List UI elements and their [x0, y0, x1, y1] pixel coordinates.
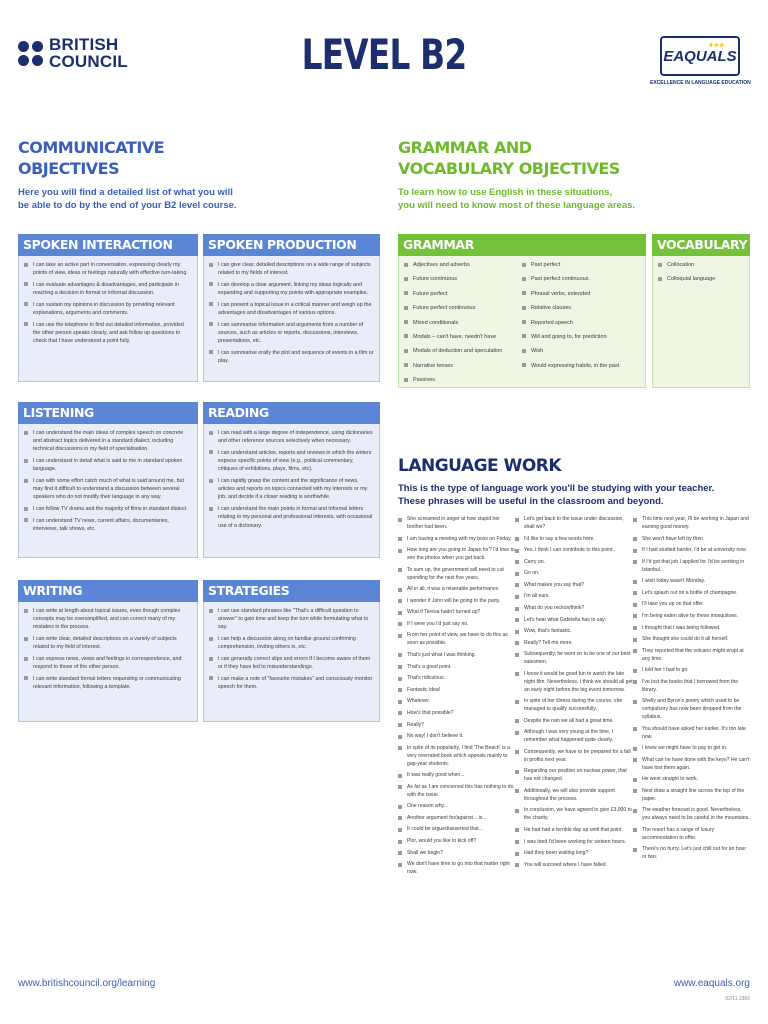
list-item: I can express news, views and feelings in correspondence, and respond to those of the other person. — [24, 655, 192, 671]
list-item: I can generally correct slips and errors if I become aware of them or if they have led to misunderstandings. — [209, 655, 374, 671]
grammar-title: GRAMMAR — [398, 234, 646, 256]
strategies-body — [203, 602, 380, 722]
list-item: Mixed conditionals — [404, 319, 522, 327]
phrase-item: I know it would be good fun to watch the late night film. Nevertheless, I think we should all get an early night before the big event tomorrow. — [515, 671, 633, 695]
phrase-item: Really? — [398, 722, 516, 730]
list-item: I can evaluate advantages & disadvantages, and participate in reaching a decision in formal or informal discussion. — [24, 281, 192, 297]
phrase-item: Let's splash out on a bottle of champagne. — [633, 590, 751, 598]
phrase-item: In spite of her illness during the course, she managed to qualify successfully. — [515, 698, 633, 714]
list-item: Future perfect continuous — [404, 304, 522, 312]
bc-dots-icon — [18, 41, 43, 66]
phrase-item: Next draw a straight line across the top of the paper. — [633, 788, 751, 804]
reading-box — [203, 402, 380, 558]
writing-list — [24, 607, 192, 691]
communicative-sub-line1: Here you will find a detailed list of what you will — [18, 187, 233, 198]
phrase-item: He went straight to work. — [633, 776, 751, 784]
eaquals-logo-mark — [660, 36, 740, 76]
grammar-vocab-heading — [398, 137, 620, 179]
phrase-item: Let's get back to the issue under discussion, shall we? — [515, 516, 633, 532]
phrase-item: As far as I am concerned this has nothing to do with the issue. — [398, 784, 516, 800]
grammar-vocab-sub-line1: To learn how to use English in these situations, — [398, 187, 613, 198]
writing-box — [18, 580, 198, 722]
phrase-item: I was tired I'd been working for sixteen hours. — [515, 839, 633, 847]
phrase-item: I knew we might have to pay to get in. — [633, 745, 751, 753]
list-item: I can give clear, detailed descriptions on a wide range of subjects related to my fields of interest. — [209, 261, 374, 277]
phrase-item: Shall we begin? — [398, 850, 516, 858]
list-item: I can understand the main points in formal and informal letters relating to my personal and professional interests, with occasional use of a dictionary. — [209, 505, 374, 530]
spoken-interaction-title: SPOKEN INTERACTION — [18, 234, 198, 256]
vocabulary-box — [652, 234, 750, 388]
writing-body — [18, 602, 198, 722]
phrase-item: To sum up, the government will need to cut spending for the next five years. — [398, 567, 516, 583]
phrase-item: I'd like to say a few words here. — [515, 536, 633, 544]
list-item: I can understand the main ideas of complex speech on concrete and abstract topics delivered in a standard dialect, including technical discussions in my field of specialisation. — [24, 429, 192, 454]
strategies-box — [203, 580, 380, 722]
phrase-item: This time next year, I'll be working in Japan and earning good money. — [633, 516, 751, 532]
phrase-item: I'm being eaten alive by these mosquitoes. — [633, 613, 751, 621]
document-code: 02/11 2366 — [725, 996, 750, 1002]
language-work-col1 — [398, 516, 516, 881]
language-work-list-col3 — [633, 516, 751, 862]
phrase-item: I'm all ears. — [515, 593, 633, 601]
phrase-item: How's that possible? — [398, 710, 516, 718]
phrase-item: Consequently, we have to be prepared for a fall in profits next year. — [515, 749, 633, 765]
phrase-item: The resort has a range of luxury accommodation to offer. — [633, 827, 751, 843]
writing-title: WRITING — [18, 580, 198, 602]
phrase-item: He had had a terrible day up until that point. — [515, 827, 633, 835]
list-item: Modals of deduction and speculation — [404, 347, 522, 355]
phrase-item: It could be argued/asserted that... — [398, 826, 516, 834]
phrase-item: If I had studied harder, I'd be at university now. — [633, 547, 751, 555]
vocabulary-title: VOCABULARY — [652, 234, 750, 256]
list-item: Relative clauses — [522, 304, 640, 312]
communicative-heading — [18, 137, 164, 179]
phrase-item: I'll take you up on that offer. — [633, 601, 751, 609]
phrase-item: I've lost the books that I borrowed from the library. — [633, 679, 751, 695]
list-item: I can take an active part in conversation, expressing clearly my points of view, ideas or feelings naturally with effective turn-taking. — [24, 261, 192, 277]
phrase-item: Although I was very young at the time, I remember what happened quite clearly. — [515, 729, 633, 745]
grammar-vocab-sub-line2: you will need to know most of these language areas. — [398, 200, 636, 211]
grammar-list-col2 — [522, 261, 640, 383]
language-work-list-col2 — [515, 516, 633, 870]
phrase-item: What makes you say that? — [515, 582, 633, 590]
list-item: Past perfect continuous — [522, 275, 640, 283]
language-work-col2 — [515, 516, 633, 873]
phrase-item: I am having a meeting with my boss on Friday. — [398, 536, 516, 544]
phrase-item: If I were you I'd just say no. — [398, 621, 516, 629]
spoken-production-box — [203, 234, 380, 382]
eaquals-link[interactable]: www.eaquals.org — [673, 978, 750, 989]
vocabulary-list — [658, 261, 744, 284]
language-work-sub-line2: These phrases will be useful in the classroom and beyond. — [398, 496, 664, 507]
list-item: Future continuous — [404, 275, 522, 283]
strategies-list — [209, 607, 374, 691]
grammar-body — [398, 256, 646, 388]
phrase-item: In spite of its popularity, I find 'The Beach' is a very overrated book which appeals mainly to gap-year students. — [398, 745, 516, 769]
phrase-item: She won't have left by then. — [633, 536, 751, 544]
phrase-item: One reason why... — [398, 803, 516, 811]
bc-logo-line1: BRITISH — [49, 35, 119, 54]
phrase-item: You should have asked her earlier. It's too late now. — [633, 726, 751, 742]
reading-body — [203, 424, 380, 558]
page-title: LEVEL B2 — [301, 30, 467, 79]
language-work-sub-line1: This is the type of language work you'll be studying with your teacher. — [398, 483, 715, 494]
list-item: I can understand in detail what is said to me in standard spoken language. — [24, 457, 192, 473]
language-work-list-col1 — [398, 516, 516, 877]
phrase-item: I told her I had to go. — [633, 667, 751, 675]
phrase-item: Wow, that's fantastic. — [515, 628, 633, 636]
list-item: I can rapidly grasp the content and the significance of news, articles and reports on topics connected with my interests or my job, and decide if a closer reading is worthwhile. — [209, 477, 374, 502]
phrase-item: Fantastic idea! — [398, 687, 516, 695]
list-item: I can help a discussion along on familiar ground confirming comprehension, inviting others in, etc. — [209, 635, 374, 651]
eaquals-tagline: EXCELLENCE IN LANGUAGE EDUCATION — [650, 80, 751, 86]
language-work-heading: LANGUAGE WORK — [398, 456, 562, 476]
communicative-sub-line2: be able to do by the end of your B2 level course. — [18, 200, 237, 211]
spoken-production-title: SPOKEN PRODUCTION — [203, 234, 380, 256]
list-item: I can summarise information and arguments from a number of sources, such as articles or reports, discussions, interviews, presentations, etc. — [209, 321, 374, 346]
list-item: I can write clear, detailed descriptions on a variety of subjects related to my field of interest. — [24, 635, 192, 651]
communicative-heading-line2: OBJECTIVES — [18, 159, 120, 178]
vocabulary-body — [652, 256, 750, 388]
phrase-item: That's ridiculous. — [398, 675, 516, 683]
list-item: I can with some effort catch much of what is said around me, but may find it difficult to understand a discussion between several speakers who do not modify their language in any way. — [24, 477, 192, 502]
british-council-link[interactable]: www.britishcouncil.org/learning — [18, 978, 156, 989]
grammar-box — [398, 234, 646, 388]
list-item: Future perfect — [404, 290, 522, 298]
list-item: I can develop a clear argument, linking my ideas logically and expanding and supporting my points with appropriate examples. — [209, 281, 374, 297]
bc-logo-line2: COUNCIL — [49, 52, 128, 71]
spoken-production-list — [209, 261, 374, 365]
phrase-item: Subsequently, he went on to be one of our best salesmen. — [515, 651, 633, 667]
phrase-item: That's just what I was thinking. — [398, 652, 516, 660]
phrase-item: Despite the rain we all had a great time. — [515, 718, 633, 726]
list-item: Narrative tenses — [404, 362, 522, 370]
phrase-item: Carry on. — [515, 559, 633, 567]
grammar-vocab-heading-line1: GRAMMAR AND — [398, 138, 532, 157]
list-item: Adjectives and adverbs — [404, 261, 522, 269]
phrase-item: I thought that I was being followed. — [633, 625, 751, 633]
list-item: Past perfect — [522, 261, 640, 269]
list-item: Will and going to, for prediction — [522, 333, 640, 341]
phrase-item: You will succeed where I have failed. — [515, 862, 633, 870]
list-item: Passives — [404, 376, 522, 384]
list-item: I can understand TV news, current affairs, documentaries, interviews, talk shows, etc. — [24, 517, 192, 533]
phrase-item: I wish today wasn't Monday. — [633, 578, 751, 586]
list-item: Phrasal verbs, extended — [522, 290, 640, 298]
list-item: I can understand articles, reports and reviews in which the writers express specific points of view (e.g., political commentary, critiques of exhibitions, plays, films, etc). — [209, 449, 374, 474]
language-work-subtitle — [398, 482, 714, 508]
list-item: I can write standard formal letters requesting or communicating relevant information, following a template. — [24, 675, 192, 691]
list-item: Colloquial language — [658, 275, 744, 283]
spoken-production-body — [203, 256, 380, 382]
phrase-item: She screamed in anger at how stupid her brother had been. — [398, 516, 516, 532]
phrase-item: In conclusion, we have agreed to give £3,000 to the charity. — [515, 807, 633, 823]
phrase-item: Had they been waiting long? — [515, 850, 633, 858]
list-item: I can use standard phrases like "That's a difficult question to answer" to gain time and keep the turn while formulating what to say. — [209, 607, 374, 632]
phrase-item: No way! I don't believe it. — [398, 733, 516, 741]
phrase-item: Another argument for/against... is... — [398, 815, 516, 823]
list-item: Wish — [522, 347, 640, 355]
spoken-interaction-box — [18, 234, 198, 382]
listening-list — [24, 429, 192, 533]
listening-body — [18, 424, 198, 558]
phrase-item: How long are you going to Japan for? I'd love to see the photos when you get back. — [398, 547, 516, 563]
reading-list — [209, 429, 374, 530]
list-item: I can make a note of "favourite mistakes" and consciously monitor speech for them. — [209, 675, 374, 691]
list-item: Collocation — [658, 261, 744, 269]
phrase-item: Yes, I think I can contribute to this point. — [515, 547, 633, 555]
list-item: Reported speech — [522, 319, 640, 327]
reading-title: READING — [203, 402, 380, 424]
phrase-item: All in all, it was a miserable performance. — [398, 586, 516, 594]
phrase-item: That's a good point. — [398, 664, 516, 672]
grammar-vocab-heading-line2: VOCABULARY OBJECTIVES — [398, 159, 620, 178]
phrase-item: What do you reckon/think? — [515, 605, 633, 613]
phrase-item: Go on. — [515, 570, 633, 578]
grammar-list-col1 — [404, 261, 522, 383]
eaquals-logo-text: EAQUALS — [663, 47, 737, 65]
list-item: I can sustain my opinions in discussion by providing relevant explanations, arguments and comments. — [24, 301, 192, 317]
communicative-subtitle — [18, 186, 237, 212]
phrase-item: Shelly and Byron's poetry which used to be compulsory has now been dropped from the syllabus. — [633, 698, 751, 722]
list-item: Modals – can't have, needn't have — [404, 333, 522, 341]
listening-title: LISTENING — [18, 402, 198, 424]
listening-box — [18, 402, 198, 558]
strategies-title: STRATEGIES — [203, 580, 380, 602]
communicative-heading-line1: COMMUNICATIVE — [18, 138, 165, 157]
phrase-item: If I'd got that job I applied for I'd be working in Istanbul. — [633, 559, 751, 575]
phrase-item: Really? Tell me more. — [515, 640, 633, 648]
list-item: I can follow TV drama and the majority of films in standard dialect. — [24, 505, 192, 513]
phrase-item: What if Teresa hadn't turned up? — [398, 609, 516, 617]
phrase-item: What can he have done with the keys? He can't have lost them again. — [633, 757, 751, 773]
language-work-col3 — [633, 516, 751, 866]
list-item: I can summarise orally the plot and sequence of events in a film or play. — [209, 349, 374, 365]
spoken-interaction-list — [24, 261, 192, 345]
list-item: I can present a topical issue in a critical manner and weigh up the advantages and disadvantages of various options. — [209, 301, 374, 317]
phrase-item: There's no hurry. Let's just chill out for an hour or two. — [633, 846, 751, 862]
phrase-item: They reported that the volcano might erupt at any time. — [633, 648, 751, 664]
phrase-item: Additionally, we will also provide support throughout the process. — [515, 788, 633, 804]
spoken-interaction-body — [18, 256, 198, 382]
eaquals-logo — [650, 36, 750, 86]
stars-icon: ★★★ — [707, 43, 724, 49]
list-item: I can write at length about topical issues, even though complex concepts may be oversimplified, and can correct many of my mistakes in the process. — [24, 607, 192, 632]
phrase-item: From her point of view, we have to do this as soon as possible. — [398, 632, 516, 648]
list-item: I can read with a large degree of independence, using dictionaries and other reference sources selectively when necessary. — [209, 429, 374, 445]
list-item: Would expressing habits, in the past — [522, 362, 640, 370]
phrase-item: It was really good when... — [398, 772, 516, 780]
grammar-vocab-subtitle — [398, 186, 635, 212]
phrase-item: The weather forecast is good. Nevertheless, you always need to be careful in the mountains. — [633, 807, 751, 823]
phrase-item: Regarding our position on nuclear power, that has not changed. — [515, 768, 633, 784]
phrase-item: Let's hear what Gabriella has to say. — [515, 617, 633, 625]
phrase-item: She thought she could do it all herself. — [633, 636, 751, 644]
phrase-item: Plor, would you like to kick off? — [398, 838, 516, 846]
phrase-item: We don't have time to go into that matter right now. — [398, 861, 516, 877]
list-item: I can use the telephone to find out detailed information, provided the other person speaks clearly, and ask follow up questions to check that I have understood a point fully. — [24, 321, 192, 346]
phrase-item: Whatever. — [398, 698, 516, 706]
phrase-item: I wonder if John will be going to the party. — [398, 598, 516, 606]
